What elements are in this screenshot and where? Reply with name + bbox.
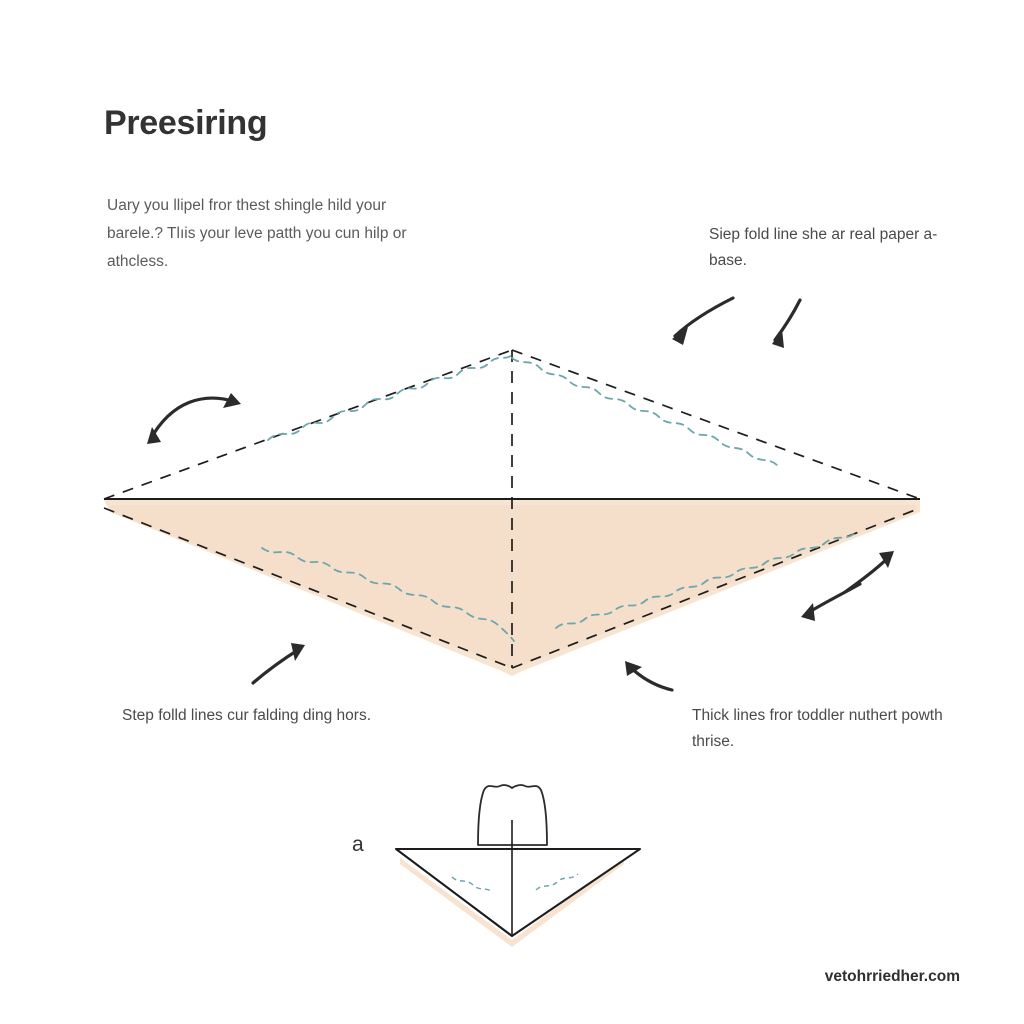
arrow-icon-bottom-middle <box>625 661 672 690</box>
arrow-icon-top-right-inner <box>772 300 800 348</box>
arrow-icon-right-upward <box>845 551 894 592</box>
page-title: Preesiring <box>104 104 268 142</box>
arrow-icon-bottom-left <box>253 643 305 683</box>
figure-label-a: a <box>352 833 364 856</box>
callout-bottom-right: Thick lines fror toddler nuthert powth thrise. <box>692 707 943 750</box>
torn-edge-upper-left <box>268 355 512 440</box>
thumbnail-figure <box>396 785 640 947</box>
intro-paragraph: Uary you llipel fror thest shingle hild your barele.? Tlıis your leve patth you cun hilp or athcless. <box>107 197 407 270</box>
watermark: vetohrriedher.com <box>824 968 960 985</box>
torn-edge-upper-right <box>512 358 778 466</box>
arrow-icon-left-curved <box>147 393 241 444</box>
callout-top-right: Siep fold line she ar real paper a-base. <box>709 226 938 269</box>
arrow-icon-top-right-outer <box>672 298 733 345</box>
callout-bottom-left: Step folld lines cur falding ding hors. <box>122 707 372 724</box>
